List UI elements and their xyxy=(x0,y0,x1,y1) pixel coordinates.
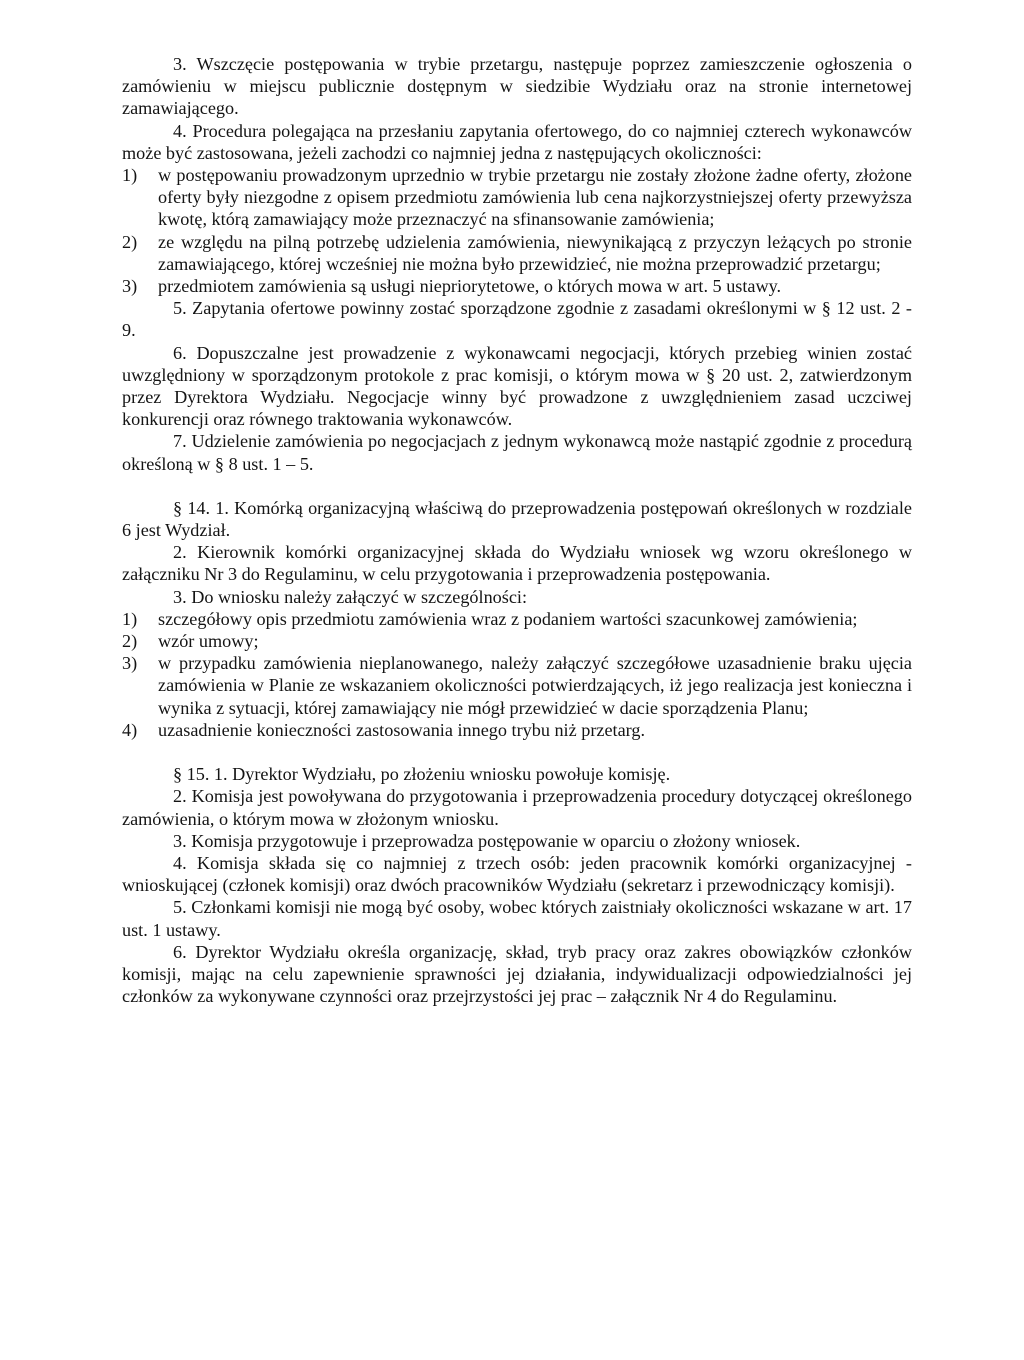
list-item xyxy=(122,275,912,297)
list-item-number: 2) xyxy=(122,231,138,252)
list-item-text: w postępowaniu prowadzonym uprzednio w trybie przetargu nie zostały złożone żadne oferty, złożone oferty były niezgodne z opisem przedmiotu zamówienia lub cena najkorzystniejszej oferty przewyższa kwotę, którą zamawiający może przeznaczyć na sfinansowanie zamówienia; xyxy=(158,165,912,230)
paragraph: 4. Komisja składa się co najmniej z trzech osób: jeden pracownik komórki organizacyjnej - wnioskującej (członek komisji) oraz dwóch pracowników Wydziału (sekretarz i przewodniczący komisji). xyxy=(122,852,912,896)
list-item-number: 2) xyxy=(122,631,138,652)
paragraph: 4. Procedura polegająca na przesłaniu zapytania ofertowego, do co najmniej czterech wykonawców może być zastosowana, jeżeli zachodzi co najmniej jedna z następujących okoliczności: xyxy=(122,120,912,163)
paragraph: § 15. 1. Dyrektor Wydziału, po złożeniu wniosku powołuje komisję. xyxy=(173,764,671,785)
paragraph: § 14. 1. Komórką organizacyjną właściwą do przeprowadzenia postępowań określonych w rozdziale 6 jest Wydział. xyxy=(122,497,912,541)
list-item-text: w przypadku zamówienia nieplanowanego, należy załączyć szczegółowe uzasadnienie braku ujęcia zamówienia w Planie ze wskazaniem okoliczności potwierdzających, iż jego realizacja jest konieczna i wynika z sytuacji, której zamawiający nie mógł przewidzieć w dacie sporządzenia Planu; xyxy=(158,653,912,718)
list-item xyxy=(122,164,912,231)
list-item xyxy=(122,719,912,741)
paragraph: 3. Komisja przygotowuje i przeprowadza postępowanie w oparciu o złożony wniosek. xyxy=(173,830,801,851)
document-body xyxy=(122,53,912,1007)
paragraph: 2. Kierownik komórki organizacyjnej składa do Wydziału wniosek wg wzoru określonego w załączniku Nr 3 do Regulaminu, w celu przygotowania i przeprowadzenia postępowania. xyxy=(122,542,912,585)
list-item xyxy=(122,608,912,630)
paragraph: 6. Dyrektor Wydziału określa organizację, skład, tryb pracy oraz zakres obowiązków członków komisji, mając na celu zapewnienie sprawności jej działania, indywidualizacji odpowiedzialności jej członków za wykonywane czynności oraz przejrzystości jej prac – załącznik Nr 4 do Regulaminu. xyxy=(122,941,912,1007)
paragraph: 5. Członkami komisji nie mogą być osoby, wobec których zaistniały okoliczności wskazane w art. 17 ust. 1 ustawy. xyxy=(122,897,912,940)
section-gap xyxy=(122,475,912,497)
list-item-text: uzasadnienie konieczności zastosowania innego trybu niż przetarg. xyxy=(158,719,646,740)
list-item-number: 1) xyxy=(122,608,138,629)
list-item-number: 3) xyxy=(122,653,138,674)
list-item xyxy=(122,231,912,275)
list-item-text: szczegółowy opis przedmiotu zamówienia wraz z podaniem wartości szacunkowej zamówienia; xyxy=(158,608,858,629)
list-item-text: ze względu na pilną potrzebę udzielenia zamówienia, niewynikającą z przyczyn leżących po stronie zamawiającego, której wcześniej nie można było przewidzieć, nie można przeprowadzić przetargu; xyxy=(158,231,912,274)
list-item-number: 3) xyxy=(122,276,138,297)
list-item xyxy=(122,630,912,652)
list-item-text: wzór umowy; xyxy=(158,631,259,652)
paragraph: 3. Wszczęcie postępowania w trybie przetargu, następuje poprzez zamieszczenie ogłoszenia o zamówieniu w miejscu publicznie dostępnym w siedzibie Wydziału oraz na stronie internetowej zamawiającego. xyxy=(122,54,912,119)
paragraph: 5. Zapytania ofertowe powinny zostać sporządzone zgodnie z zasadami określonymi w § 12 ust. 2 - 9. xyxy=(122,298,912,341)
section-gap xyxy=(122,741,912,763)
paragraph: 2. Komisja jest powoływana do przygotowania i przeprowadzenia procedury dotyczącej określonego zamówienia, o którym mowa w złożonym wniosku. xyxy=(122,786,912,829)
paragraph: 7. Udzielenie zamówienia po negocjacjach z jednym wykonawcą może nastąpić zgodnie z procedurą określoną w § 8 ust. 1 – 5. xyxy=(122,431,912,474)
paragraph: 6. Dopuszczalne jest prowadzenie z wykonawcami negocjacji, których przebieg winien zostać uwzględniony w sporządzonym protokole z prac komisji, o którym mowa w § 20 ust. 2, zatwierdzonym przez Dyrektora Wydziału. Negocjacje winny być prowadzone z uwzględnieniem zasad uczciwej konkurencji oraz równego traktowania wykonawców. xyxy=(122,342,912,430)
paragraph: 3. Do wniosku należy załączyć w szczególności: xyxy=(173,586,528,607)
list-item-number: 4) xyxy=(122,719,138,740)
list-item-number: 1) xyxy=(122,165,138,186)
list-item xyxy=(122,652,912,719)
list-item-text: przedmiotem zamówienia są usługi niepriorytetowe, o których mowa w art. 5 ustawy. xyxy=(158,276,782,297)
